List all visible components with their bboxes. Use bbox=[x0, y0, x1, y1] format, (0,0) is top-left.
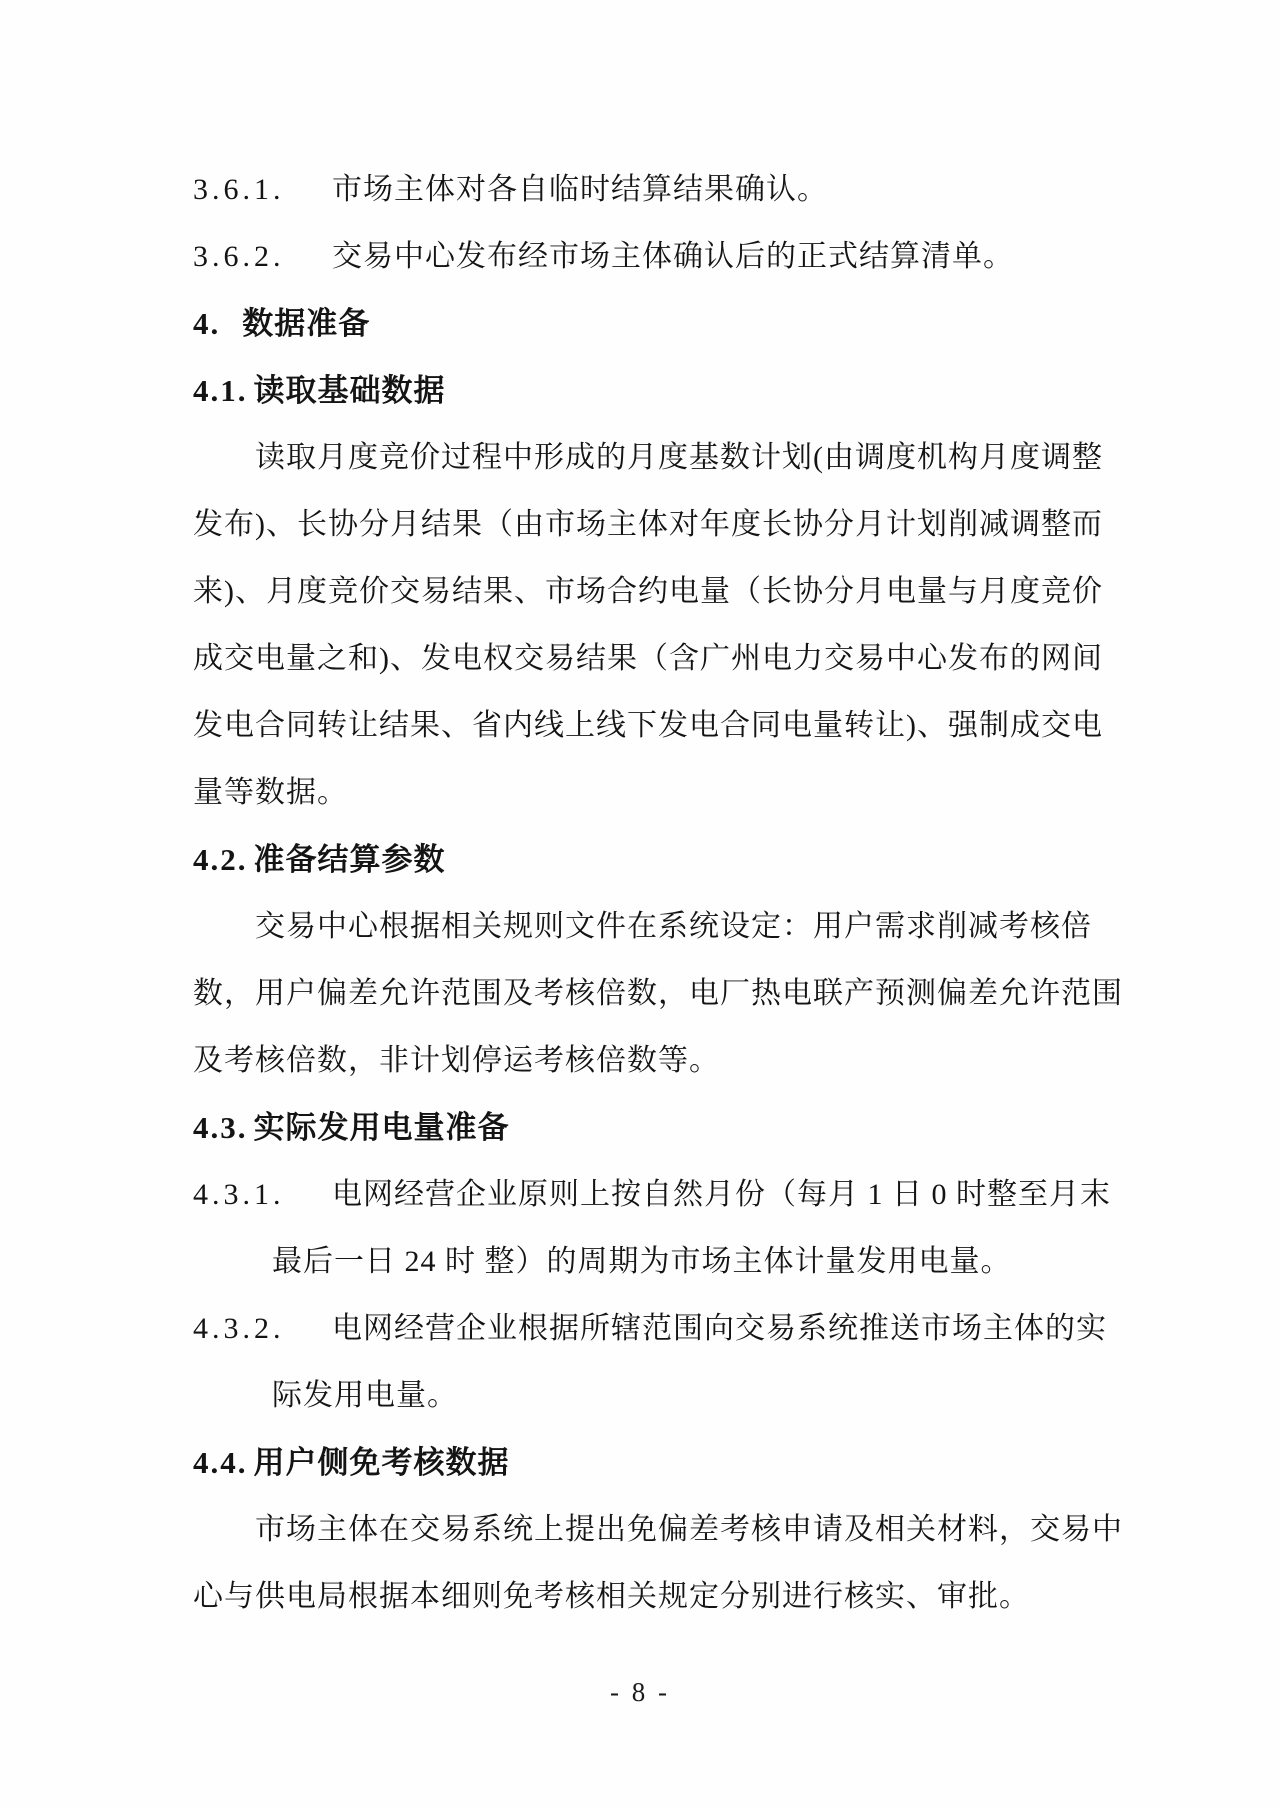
heading-title: 读取基础数据 bbox=[253, 373, 446, 408]
list-item-number: 4.3.2. bbox=[193, 1312, 285, 1345]
paragraph-line: 数，用户偏差允许范围及考核倍数，电厂热电联产预测偏差允许范围 bbox=[193, 977, 1123, 1010]
paragraph-line: 心与供电局根据本细则免考核相关规定分别进行核实、审批。 bbox=[193, 1580, 1030, 1613]
paragraph-line: 读取月度竞价过程中形成的月度基数计划(由调度机构月度调整 bbox=[255, 441, 1103, 474]
paragraph-4-2 bbox=[193, 893, 1123, 1094]
section-heading-4-3 bbox=[193, 1094, 1093, 1161]
paragraph-line: 市场主体在交易系统上提出免偏差考核申请及相关材料，交易中 bbox=[255, 1513, 1123, 1546]
list-item-number: 3.6.1. bbox=[193, 173, 285, 206]
heading-number: 4.4. bbox=[193, 1445, 248, 1480]
document-body bbox=[193, 156, 1123, 1630]
heading-number: 4.2. bbox=[193, 842, 248, 877]
heading-title: 用户侧免考核数据 bbox=[253, 1445, 510, 1480]
section-heading-4-1 bbox=[193, 357, 1093, 424]
list-item-text: 电网经营企业原则上按自然月份（每月 1 日 0 时整至月末 bbox=[332, 1178, 1111, 1211]
heading-number: 4.3. bbox=[193, 1110, 248, 1145]
heading-title: 准备结算参数 bbox=[253, 842, 446, 877]
list-item-number: 4.3.1. bbox=[193, 1178, 285, 1211]
paragraph-4-4 bbox=[193, 1496, 1123, 1630]
section-heading-4-4 bbox=[193, 1429, 1093, 1496]
paragraph-4-1 bbox=[193, 424, 1103, 826]
list-item-text: 最后一日 24 时 整）的周期为市场主体计量发用电量。 bbox=[272, 1245, 1012, 1278]
list-item-4-3-2 bbox=[193, 1295, 1107, 1429]
section-heading-4-2 bbox=[193, 826, 1093, 893]
section-heading-4 bbox=[193, 290, 1093, 357]
paragraph-line: 成交电量之和)、发电权交易结果（含广州电力交易中心发布的网间 bbox=[193, 642, 1103, 675]
heading-title: 实际发用电量准备 bbox=[253, 1110, 510, 1145]
paragraph-line: 发布)、长协分月结果（由市场主体对年度长协分月计划削减调整而 bbox=[193, 508, 1103, 541]
heading-title: 数据准备 bbox=[242, 306, 371, 341]
paragraph-line: 量等数据。 bbox=[193, 776, 348, 809]
paragraph-line: 来)、月度竞价交易结果、市场合约电量（长协分月电量与月度竞价 bbox=[193, 575, 1103, 608]
list-item-3-6-2 bbox=[193, 223, 1093, 290]
page-number: - 8 - bbox=[610, 1677, 670, 1707]
paragraph-line: 交易中心根据相关规则文件在系统设定：用户需求削减考核倍 bbox=[255, 910, 1092, 943]
list-item-4-3-1 bbox=[193, 1161, 1111, 1295]
list-item-3-6-1 bbox=[193, 156, 1093, 223]
paragraph-line: 及考核倍数，非计划停运考核倍数等。 bbox=[193, 1044, 720, 1077]
heading-number: 4.1. bbox=[193, 373, 248, 408]
list-item-number: 3.6.2. bbox=[193, 240, 285, 273]
list-item-text: 际发用电量。 bbox=[272, 1379, 458, 1412]
paragraph-line: 发电合同转让结果、省内线上线下发电合同电量转让)、强制成交电 bbox=[193, 709, 1103, 742]
list-item-text: 交易中心发布经市场主体确认后的正式结算清单。 bbox=[332, 240, 1014, 273]
list-item-text: 市场主体对各自临时结算结果确认。 bbox=[332, 173, 828, 206]
heading-number: 4. bbox=[193, 306, 221, 341]
list-item-text: 电网经营企业根据所辖范围向交易系统推送市场主体的实 bbox=[332, 1312, 1107, 1345]
